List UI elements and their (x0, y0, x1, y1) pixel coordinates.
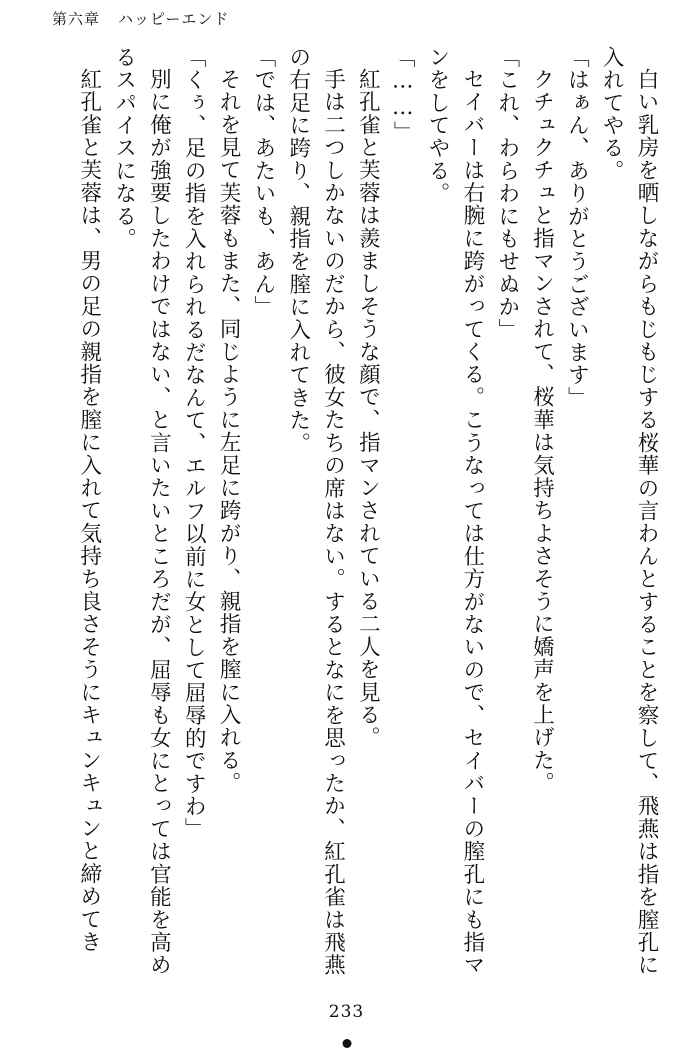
paragraph: 「では、あたいも、あん」 (250, 46, 276, 319)
bottom-ornament-dot (342, 1039, 351, 1048)
paragraph: 「はぁん、ありがとうございます」 (564, 46, 590, 410)
paragraph: 「くぅ、足の指を入れられるだなんて、エルフ以前に女として屈辱的ですわ」 (181, 46, 207, 841)
paragraph: 手は二つしかないのだから、彼女たちの席はない。するとなにを思ったか、紅孔雀は飛燕の右足に跨り、親指を膣に入れてきた。 (285, 46, 346, 976)
paragraph: 白い乳房を晒しながらもじもじする桜華の言わんとすることを察して、飛燕は指を膣孔に入れてやる。 (599, 46, 659, 976)
paragraph: セイバーは右腕に跨がってくる。こうなっては仕方がないので、セイバーの膣孔にも指マンをしてやる。 (425, 46, 485, 976)
paragraph: クチュクチュと指マンされて、桜華は気持ちよさそうに嬌声を上げた。 (529, 67, 555, 794)
body-text (33, 46, 663, 976)
paragraph: 別に俺が強要したわけではない、と言いたいところだが、屈辱も女にとっては官能を高めるスパイスになる。 (111, 46, 172, 976)
paragraph: 「これ、わらわにもせぬか」 (494, 46, 520, 342)
paragraph: それを見て芙蓉もまた、同じように左足に跨がり、親指を膣に入れる。 (216, 67, 242, 794)
running-head (52, 8, 229, 29)
paragraph: 紅孔雀と芙蓉は、男の足の親指を膣に入れて気持ち良さそうにキュンキュンと締めてき (76, 67, 102, 953)
chapter-number: 第六章 (52, 10, 101, 28)
chapter-title: ハッピーエンド (118, 10, 230, 28)
page-number: 233 (328, 1002, 365, 1022)
paragraph: 「……」 (390, 46, 416, 144)
paragraph: 紅孔雀と芙蓉は羨ましそうな顔で、指マンされている二人を見る。 (355, 67, 381, 749)
